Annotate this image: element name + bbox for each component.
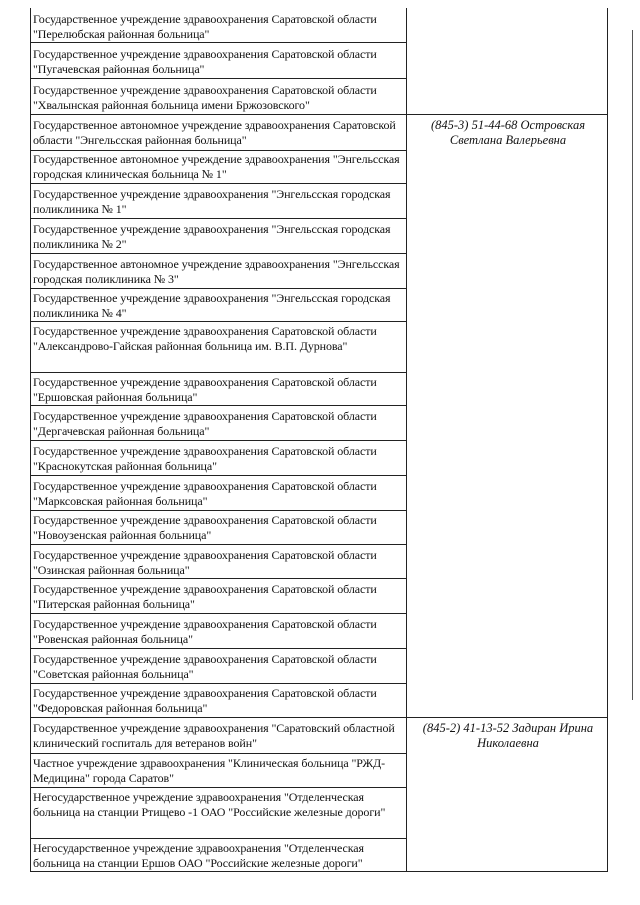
institution-cell: Государственное учреждение здравоохранения Саратовской области "Пугачевская районная больница" — [33, 47, 377, 76]
institution-cell: Негосударственное учреждение здравоохранения "Отделенческая больница на станции Ртищево -1 ОАО "Российские железные дороги" — [33, 790, 386, 819]
institution-cell: Государственное автономное учреждение здравоохранения Саратовской области "Энгельсская районная больница" — [33, 118, 396, 147]
row-divider — [30, 475, 407, 476]
row-divider — [30, 405, 407, 406]
row-divider — [30, 510, 407, 511]
institution-cell: Государственное учреждение здравоохранения "Саратовский областной клинический госпиталь для ветеранов войн" — [33, 721, 395, 750]
institution-cell: Государственное учреждение здравоохранения Саратовской области "Озинская районная больница" — [33, 548, 377, 577]
row-divider — [30, 42, 407, 43]
institution-cell: Государственное учреждение здравоохранения Саратовской области "Дергачевская районная больница" — [33, 409, 377, 438]
row-divider — [30, 717, 608, 718]
institution-cell: Государственное учреждение здравоохранения Саратовской области "Перелюбская районная больница" — [33, 12, 377, 41]
contact-person: (845-3) 51-44-68 Островская Светлана Валерьевна — [430, 118, 586, 147]
row-divider — [30, 183, 407, 184]
institution-cell: Государственное учреждение здравоохранения "Энгельсская городская поликлиника № 2" — [33, 222, 391, 251]
institution-cell: Государственное учреждение здравоохранения Саратовской области "Питерская районная больница" — [33, 582, 377, 611]
institution-cell: Государственное учреждение здравоохранения Саратовской области "Краснокутская районная больница" — [33, 444, 377, 473]
institution-cell: Государственное учреждение здравоохранения Саратовской области "Федоровская районная больница" — [33, 686, 377, 715]
row-divider — [30, 150, 407, 151]
row-divider — [30, 253, 407, 254]
institution-cell: Государственное учреждение здравоохранения Саратовской области "Александрово-Гайская районная больница им. В.П. Дурнова" — [33, 324, 377, 353]
institution-cell: Государственное учреждение здравоохранения Саратовской области "Новоузенская районная больница" — [33, 513, 377, 542]
institution-cell: Государственное учреждение здравоохранения Саратовской области "Хвалынская районная больница имени Бржозовского" — [33, 83, 377, 112]
institution-cell: Государственное учреждение здравоохранения Саратовской области "Ершовская районная больница" — [33, 375, 377, 404]
row-divider — [30, 321, 407, 322]
institution-cell: Негосударственное учреждение здравоохранения "Отделенческая больница на станции Ершов ОАО "Российские железные дороги" — [33, 841, 364, 870]
institution-cell: Государственное учреждение здравоохранения Саратовской области "Советская районная больница" — [33, 652, 377, 681]
row-divider — [30, 218, 407, 219]
row-divider — [30, 544, 407, 545]
row-divider — [30, 288, 407, 289]
row-divider — [30, 114, 608, 115]
institution-cell: Государственное учреждение здравоохранения Саратовской области "Ровенская районная больница" — [33, 617, 377, 646]
institution-cell: Частное учреждение здравоохранения "Клиническая больница "РЖД-Медицина" города Саратов" — [33, 756, 386, 785]
institution-cell: Государственное автономное учреждение здравоохранения "Энгельсская городская поликлиника № 3" — [33, 257, 400, 286]
page-edge-line — [632, 30, 633, 700]
row-divider — [30, 440, 407, 441]
row-divider — [30, 372, 407, 373]
row-divider — [30, 683, 407, 684]
table-border-right — [607, 8, 608, 872]
row-divider — [30, 578, 407, 579]
row-divider — [30, 78, 407, 79]
row-divider — [30, 838, 407, 839]
row-divider — [30, 613, 407, 614]
institution-cell: Государственное учреждение здравоохранения "Энгельсская городская поликлиника № 1" — [33, 187, 391, 216]
row-divider — [30, 787, 407, 788]
institution-cell: Государственное учреждение здравоохранения "Энгельсская городская поликлиника № 4" — [33, 291, 391, 320]
institution-cell: Государственное автономное учреждение здравоохранения "Энгельсская городская клиническая больница № 1" — [33, 152, 400, 181]
row-divider — [30, 648, 407, 649]
row-divider — [30, 753, 407, 754]
contact-person: (845-2) 41-13-52 Задиран Ирина Николаевна — [422, 721, 594, 750]
institution-cell: Государственное учреждение здравоохранения Саратовской области "Марксовская районная больница" — [33, 479, 377, 508]
table-border-bottom — [30, 871, 608, 872]
